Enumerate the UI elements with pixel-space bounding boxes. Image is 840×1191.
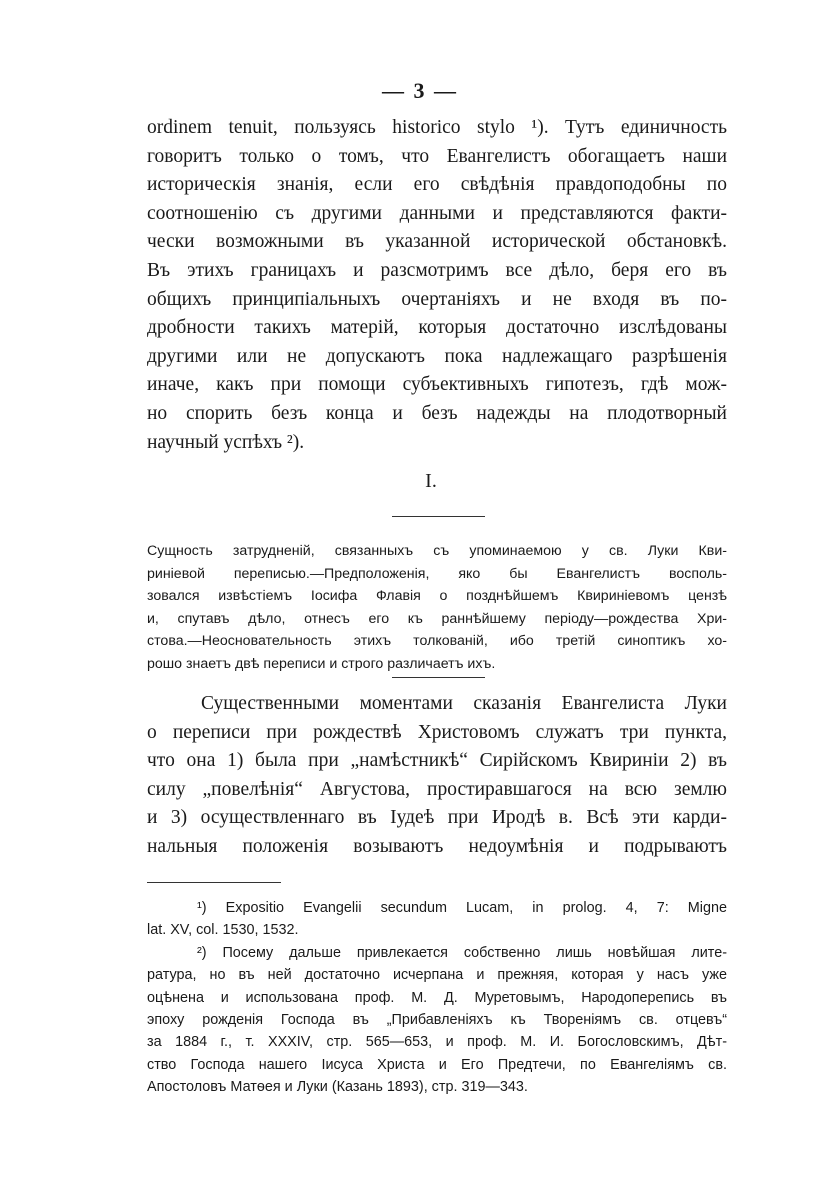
intro-line: дробности такихъ матерій, которыя достаточно изслѣдованы	[147, 317, 727, 339]
summary-line: и, спутавъ дѣло, отнесъ его къ раннѣйшему періоду—рождества Хри-	[147, 610, 727, 627]
intro-line: другими или не допускаютъ пока надлежащаго разрѣшенія	[147, 345, 727, 367]
footnote-line: lat. XV, col. 1530, 1532.	[147, 922, 299, 939]
footnote-line: ²) Посему дальше привлекается собственно лишь новѣйшая лите-	[197, 944, 727, 961]
section-divider-bottom	[392, 677, 485, 678]
page-number: — 3 —	[382, 78, 458, 103]
summary-line: стова.—Неосновательность этихъ толкованій, ибо третій синоптикъ хо-	[147, 633, 727, 650]
main-paragraph	[147, 690, 727, 862]
section-divider-top	[392, 516, 485, 517]
footnote-line: оцѣнена и использована проф. М. Д. Муретовымъ, Народоперепись въ	[147, 989, 727, 1006]
summary-line: рошо знаетъ двѣ переписи и строго различаетъ ихъ.	[147, 655, 496, 672]
main-line: нальныя положенія возываютъ недоумѣнія и подрываютъ	[147, 835, 727, 857]
main-line: Существенными моментами сказанія Евангелиста Луки	[201, 693, 727, 714]
footnote-line: ство Господа нашего Іисуса Христа и Его Предтечи, по Евангеліямъ св.	[147, 1056, 727, 1073]
footnote-line: ¹) Expositio Evangelii secundum Lucam, in prolog. 4, 7: Migne	[197, 900, 727, 916]
intro-line: но спорить безъ конца и безъ надежды на плодотворный	[147, 402, 727, 424]
intro-line: научный успѣхъ ²).	[147, 431, 305, 453]
footnote-line: за 1884 г., т. XXXIV, стр. 565—653, и проф. М. И. Богословскимъ, Дѣт-	[147, 1034, 727, 1051]
main-line: и 3) осуществленнаго въ Іудеѣ при Иродѣ в. Всѣ эти карди-	[147, 807, 727, 829]
intro-line: чески возможными въ указанной исторической обстановкѣ.	[147, 231, 727, 253]
main-line: о переписи при рождествѣ Христовомъ служатъ три пункта,	[147, 721, 727, 743]
footnote-separator	[147, 882, 281, 883]
intro-line: ordinem tenuit, пользуясь historico stylo ¹). Тутъ единичность	[147, 117, 727, 138]
intro-line: соотношенію съ другими данными и представляются факти-	[147, 202, 727, 224]
footnote-line: эпоху рожденія Господа въ „Прибавленіяхъ къ Твореніямъ св. отцевъ“	[147, 1012, 727, 1029]
intro-line: говоритъ только о томъ, что Евангелистъ обогащаетъ наши	[147, 145, 727, 167]
footnotes	[147, 897, 727, 1099]
main-line: что она 1) была при „намѣстникѣ“ Сирійскомъ Квириніи 2) въ	[147, 750, 727, 772]
summary-line: зовался извѣстіемъ Іосифа Флавія о позднѣйшемъ Квириніевомъ цензѣ	[147, 588, 727, 605]
intro-line: иначе, какъ при помощи субъективныхъ гипотезъ, гдѣ мож-	[147, 374, 727, 396]
summary-line: риніевой переписью.—Предположенія, яко бы Евангелистъ восполь-	[147, 565, 727, 582]
intro-line: историческія знанія, если его свѣдѣнія правдоподобны по	[147, 174, 727, 196]
footnote-line: ратура, но въ ней достаточно исчерпана и прежняя, которая у насъ уже	[147, 967, 727, 984]
footnote-line: Апостоловъ Матѳея и Луки (Казань 1893), стр. 319—343.	[147, 1079, 528, 1096]
summary-line: Сущность затрудненій, связанныхъ съ упоминаемою у св. Луки Кви-	[147, 543, 727, 559]
intro-line: общихъ принципіальныхъ очертаніяхъ и не входя въ по-	[147, 288, 727, 310]
intro-paragraph	[147, 114, 727, 457]
section-summary	[147, 540, 727, 676]
intro-line: Въ этихъ границахъ и разсмотримъ все дѣло, беря его въ	[147, 259, 727, 281]
section-heading: I.	[425, 470, 437, 492]
main-line: силу „повелѣнія“ Августова, простиравшагося на всю землю	[147, 778, 727, 800]
